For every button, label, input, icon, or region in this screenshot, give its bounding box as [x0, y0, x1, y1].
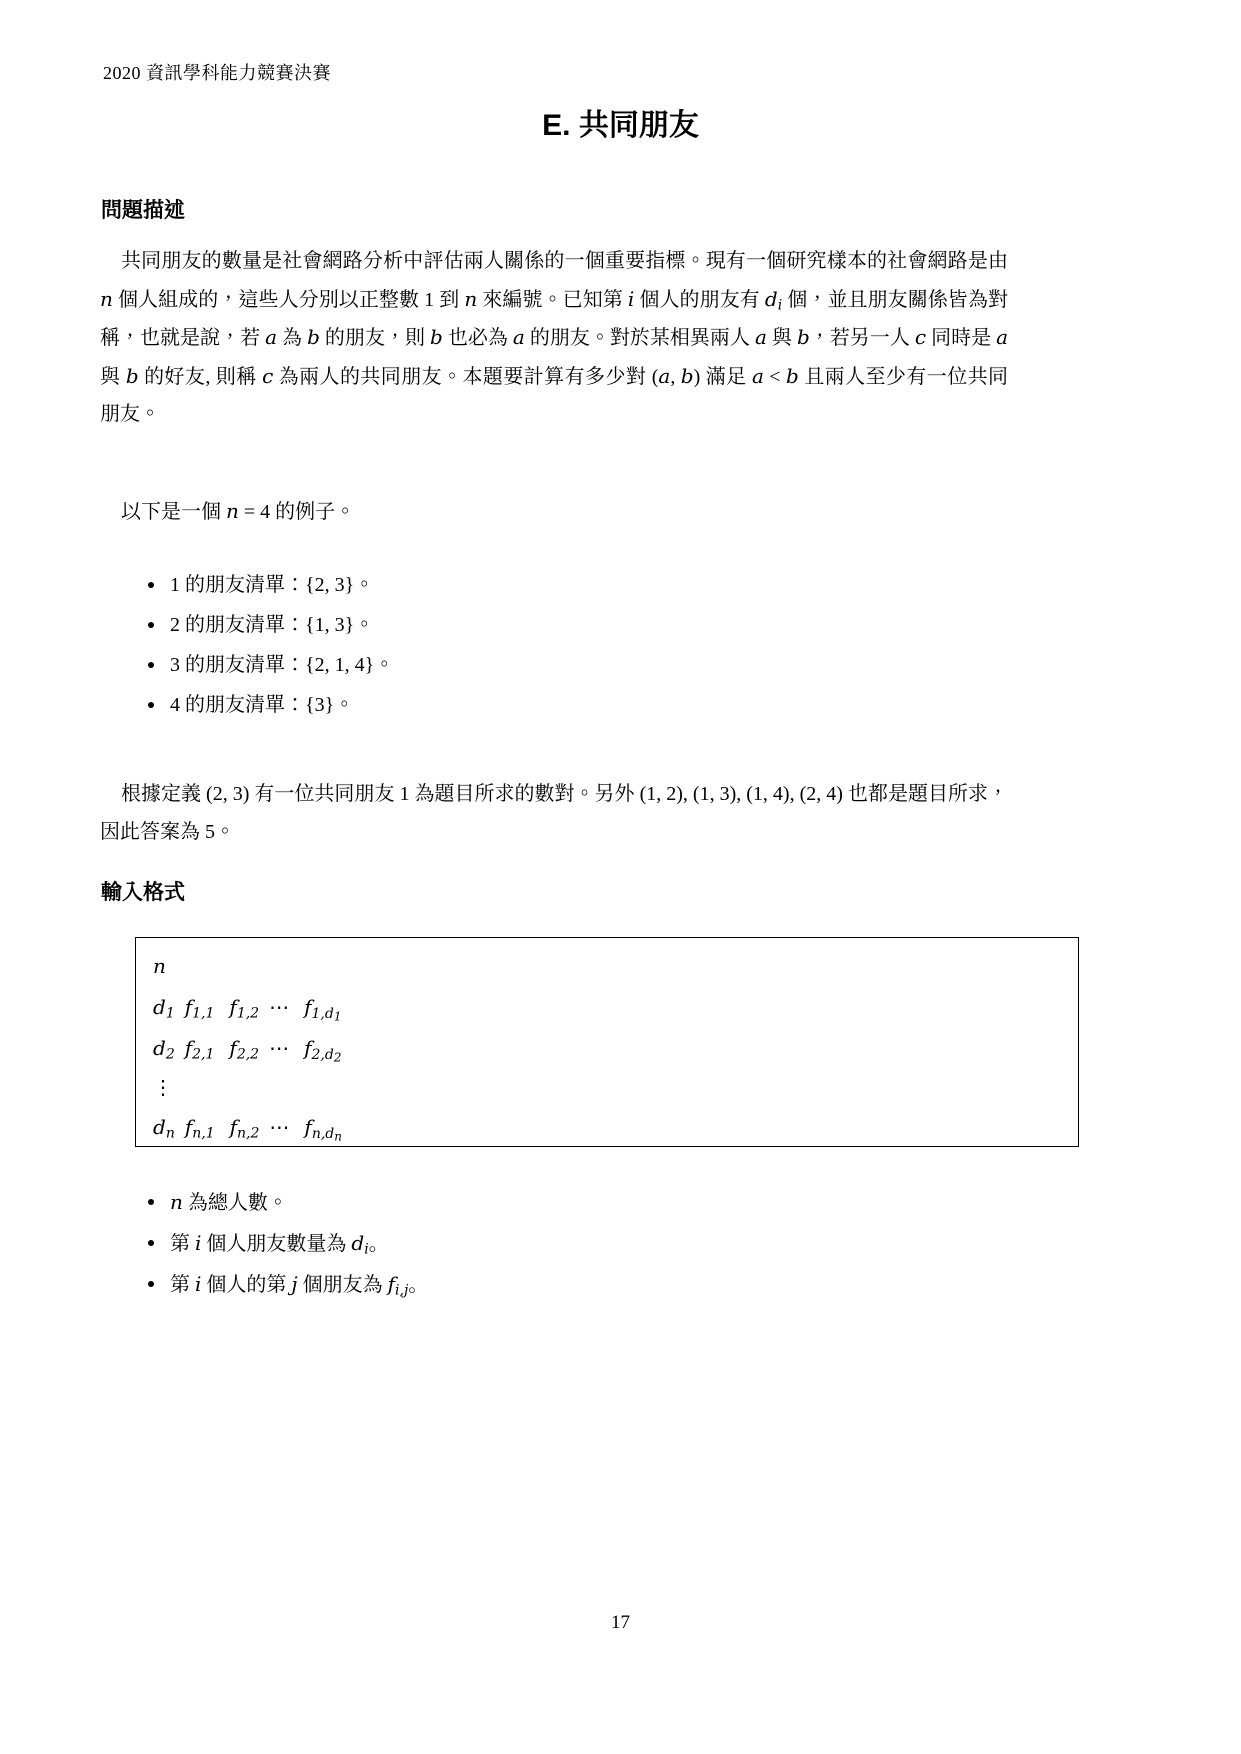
input-format-line: $d_1$ $f_{1,1}$ $f_{1,2}$ ⋯ $f_{1,d_1}$: [153, 995, 342, 1023]
problem-description-paragraph: 共同朋友的數量是社會網路分析中評估兩人關係的一個重要指標。現有一個研究樣本的社會網路是由 n 個人組成的，這些人分別以正整數 1 到 n 來編號。已知第 i 個人的朋友有 $d_i$ 個，並且朋友關係皆為對稱，也就是說，若 a 為 b 的朋友，則 b 也必為 a 的朋友。對於某相異兩人 a 與 b，若另一人 c 同時是 a 與 b 的好友, 則稱 c 為兩人的共同朋友。本題要計算有多少對 (a, b) 滿足 a < b 且兩人至少有一位共同朋友。: [100, 250, 1009, 425]
list-item: 2 的朋友清單：{1, 3}。: [146, 612, 394, 638]
input-format-line: $d_n$ $f_{n,1}$ $f_{n,2}$ ⋯ $f_{n,d_n}$: [153, 1115, 342, 1143]
input-format-line: $d_2$ $f_{2,1}$ $f_{2,2}$ ⋯ $f_{2,d_2}$: [153, 1036, 342, 1064]
page-number: 17: [611, 1612, 630, 1633]
list-item: n 為總人數。: [146, 1189, 428, 1216]
input-notes: [146, 1189, 428, 1312]
list-item: 4 的朋友清單：{3}。: [146, 692, 394, 718]
example-intro: 以下是一個 n = 4 的例子。: [121, 499, 356, 523]
section-heading-input-format: 輸入格式: [101, 881, 185, 904]
input-format-line: n: [153, 954, 166, 978]
section-heading-problem-description: 問題描述: [101, 199, 185, 222]
document-header: 2020 資訊學科能力競賽決賽: [103, 63, 331, 83]
list-item: 第 i 個人的第 j 個朋友為 $f_{i,j}$。: [146, 1271, 428, 1298]
list-item: 第 i 個人朋友數量為 $d_i$。: [146, 1230, 428, 1257]
list-item: 1 的朋友清單：{2, 3}。: [146, 572, 394, 598]
input-format-box: [135, 937, 1079, 1147]
friend-lists: [146, 572, 394, 732]
example-explanation-paragraph: 根據定義 (2, 3) 有一位共同朋友 1 為題目所求的數對。另外 (1, 2), (1, 3), (1, 4), (2, 4) 也都是題目所求，因此答案為 5。: [100, 783, 1008, 843]
list-item: 3 的朋友清單：{2, 1, 4}。: [146, 652, 394, 678]
problem-title: E. 共同朋友: [542, 109, 699, 142]
input-format-line: ⋮: [153, 1077, 173, 1099]
